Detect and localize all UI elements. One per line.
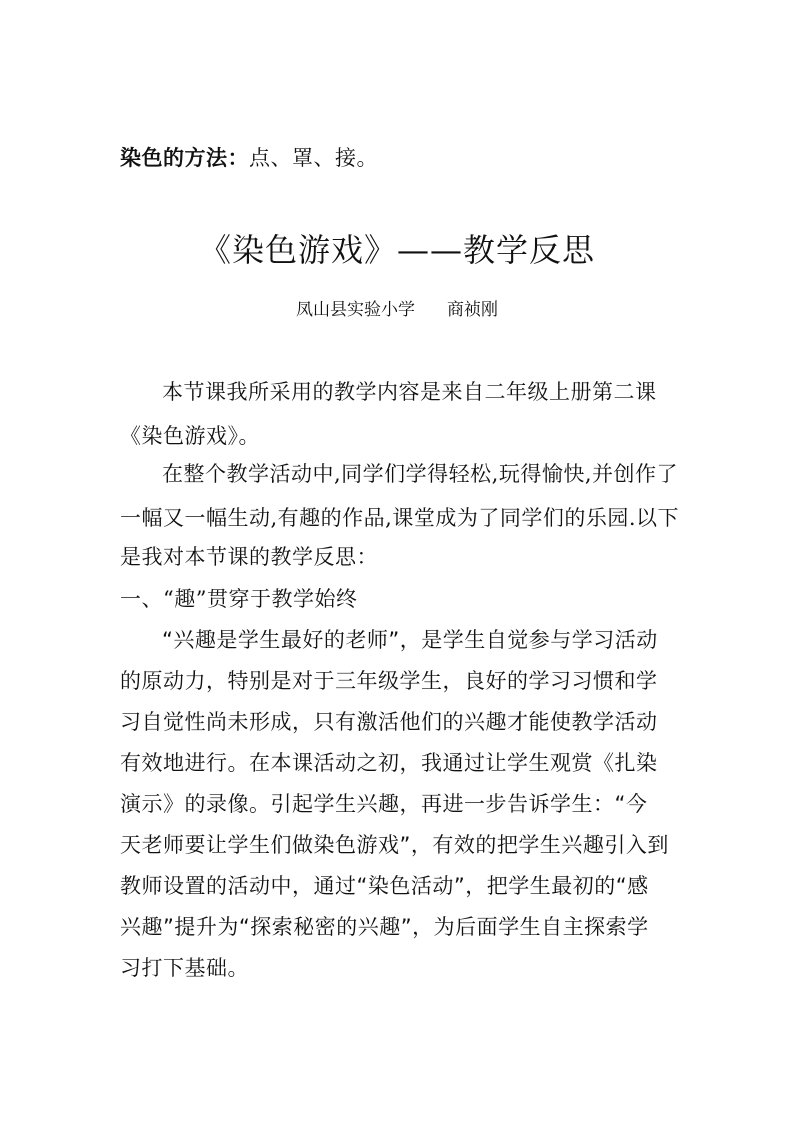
section-heading: 一、“趣”贯穿于教学始终 — [120, 587, 358, 611]
paragraph-3-line-7: 教师设置的活动中，通过“染色活动”，把学生最初的“感 — [120, 874, 649, 898]
author-line — [0, 299, 794, 321]
paragraph-3-line-9: 习打下基础。 — [120, 956, 249, 980]
paragraph-3-line-5: 演示》的录像。引起学生兴趣，再进一步告诉学生：“今 — [120, 792, 648, 816]
paragraph-2-line-2: 一幅又一幅生动,有趣的作品,课堂成为了同学们的乐园.以下 — [120, 506, 680, 530]
paragraph-3-line-2: 的原动力，特别是对于三年级学生，良好的学习习惯和学 — [120, 669, 658, 693]
paragraph-3-line-6: 天老师要让学生们做染色游戏”，有效的把学生兴趣引入到 — [120, 833, 669, 857]
paragraph-3-line-1: “兴趣是学生最好的老师”，是学生自觉参与学习活动 — [162, 628, 658, 652]
dyeing-method-value: 点、罩、接。 — [249, 146, 378, 170]
dyeing-method-label: 染色的方法： — [120, 145, 249, 170]
paragraph-2-line-1: 在整个教学活动中,同学们学得轻松,玩得愉快,并创作了 — [162, 462, 679, 486]
paragraph-1-line-1: 本节课我所采用的教学内容是来自二年级上册第二课 — [162, 380, 657, 404]
paragraph-3-line-8: 兴趣”提升为“探索秘密的兴趣”，为后面学生自主探索学 — [120, 915, 649, 939]
paragraph-1-line-2: 《染色游戏》。 — [120, 424, 260, 448]
author-name: 商祯刚 — [447, 300, 498, 320]
dyeing-method-line — [120, 146, 378, 170]
paragraph-3-line-4: 有效地进行。在本课活动之初，我通过让学生观赏《扎染 — [120, 751, 658, 775]
document-title: 《染色游戏》——教学反思 — [198, 231, 595, 269]
paragraph-2-line-3: 是我对本节课的教学反思： — [120, 545, 378, 569]
paragraph-3-line-3: 习自觉性尚未形成，只有激活他们的兴趣才能使教学活动 — [120, 710, 658, 734]
author-school: 凤山县实验小学 — [296, 300, 415, 320]
